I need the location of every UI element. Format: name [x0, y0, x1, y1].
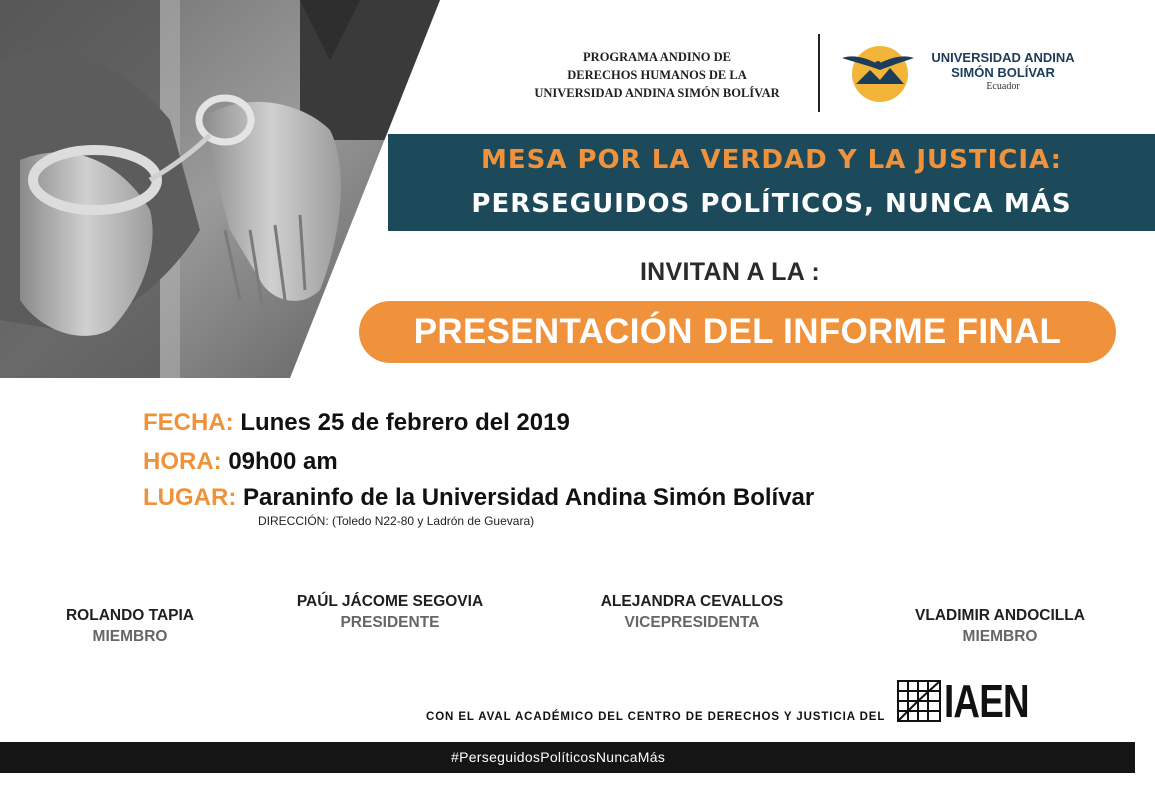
iaen-grid-icon — [897, 680, 941, 722]
place-row — [143, 484, 814, 512]
member-name: PAÚL JÁCOME SEGOVIA — [296, 593, 484, 610]
header-divider — [818, 34, 820, 112]
place-value: Paraninfo de la Universidad Andina Simón Bolívar — [243, 484, 815, 511]
date-label: FECHA: — [143, 409, 234, 436]
member-3 — [582, 593, 802, 632]
address: DIRECCIÓN: (Toledo N22-80 y Ladrón de Guevara) — [258, 514, 535, 528]
university-name-line-2: SIMÓN BOLÍVAR — [951, 65, 1055, 80]
member-name: ALEJANDRA CEVALLOS — [600, 593, 784, 610]
time-value: 09h00 am — [228, 448, 338, 475]
hashtag-text: #PerseguidosPolíticosNuncaMás — [451, 749, 666, 765]
date-value: Lunes 25 de febrero del 2019 — [240, 409, 570, 436]
program-name-line-1: PROGRAMA ANDINO DE — [583, 50, 731, 64]
program-name-line-3: UNIVERSIDAD ANDINA SIMÓN BOLÍVAR — [534, 86, 780, 100]
member-name: ROLANDO TAPIA — [65, 607, 194, 624]
member-1 — [40, 607, 220, 646]
university-country: Ecuador — [986, 81, 1020, 92]
university-name — [920, 50, 1086, 94]
member-role: VICEPRESIDENTA — [624, 614, 760, 631]
program-name-line-2: DERECHOS HUMANOS DE LA — [567, 68, 747, 82]
title-banner — [388, 134, 1155, 231]
banner-line-1: MESA POR LA VERDAD Y LA JUSTICIA: — [480, 145, 1063, 175]
member-2 — [280, 593, 500, 632]
banner-line-2: PERSEGUIDOS POLÍTICOS, NUNCA MÁS — [471, 189, 1072, 219]
member-4 — [895, 607, 1105, 646]
university-logo-icon — [840, 40, 916, 104]
event-title: PRESENTACIÓN DEL INFORME FINAL — [359, 301, 1116, 363]
iaen-logo-text: IAEN — [944, 675, 1029, 727]
endorsement-text: CON EL AVAL ACADÉMICO DEL CENTRO DE DERECHOS Y JUSTICIA DEL — [426, 711, 886, 723]
program-name — [512, 48, 802, 102]
time-label: HORA: — [143, 448, 222, 475]
university-name-line-1: UNIVERSIDAD ANDINA — [931, 50, 1075, 65]
place-label: LUGAR: — [143, 484, 237, 511]
member-role: MIEMBRO — [92, 628, 168, 645]
date-row — [143, 409, 570, 437]
member-role: MIEMBRO — [962, 628, 1038, 645]
member-role: PRESIDENTE — [340, 614, 440, 631]
invite-text: INVITAN A LA : — [639, 258, 821, 286]
member-name: VLADIMIR ANDOCILLA — [915, 607, 1085, 624]
hashtag-bar — [0, 742, 1135, 773]
time-row — [143, 448, 338, 476]
